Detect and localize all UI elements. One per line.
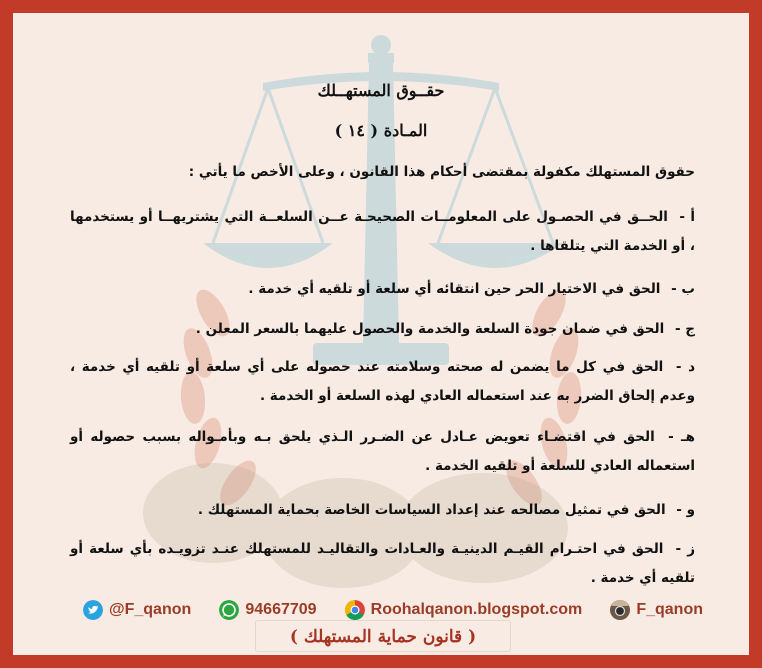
article-document: [13, 13, 749, 655]
item-text: الحق في كل ما يضمن له صحته وسلامته عند حصوله على أي سلعة أو تلقيه أي خدمة ، وعدم إلحاق الضرر به عند استعماله العادي لهذه السلعة أو الخدمة .: [70, 359, 695, 404]
list-item: [70, 535, 695, 593]
item-text: الحق في ضمان جودة السلعة والخدمة والحصول عليهما بالسعر المعلن .: [195, 321, 665, 337]
item-marker: ب -: [671, 281, 695, 297]
item-text: الحــق في الحصـول على المعلومــات الصحيحـة عــن السلعــة التي يشتريهــا أو يستخدمها ، أو الخدمة التي يتلقاها .: [70, 209, 695, 254]
whatsapp-icon: [219, 600, 239, 620]
instagram-icon: [610, 600, 630, 620]
twitter-icon: [83, 600, 103, 620]
twitter-handle: @F_qanon: [109, 601, 192, 618]
item-marker: أ -: [679, 209, 696, 225]
page-frame: [13, 13, 749, 655]
whatsapp-number: 94667709: [245, 601, 317, 618]
item-marker: و -: [676, 502, 695, 518]
intro-paragraph: حقوق المستهلك مكفولة بمقتضى أحكام هذا القانون ، وعلى الأخص ما يأتي :: [188, 164, 695, 180]
item-text: الحق في احتـرام القيـم الدينيـة والعـادات والتقاليـد للمستهلك عنـد تزويـده بأي سلعة أو تلقيه أي خدمة .: [70, 541, 695, 586]
item-marker: ز -: [675, 541, 695, 557]
item-text: الحق في الاختيار الحر حين انتقائه أي سلعة أو تلقيه أي خدمة .: [248, 281, 661, 297]
list-item: [70, 315, 695, 344]
blog-url: Roohalqanon.blogspot.com: [370, 601, 583, 618]
item-text: الحق في تمثيل مصالحه عند إعداد السياسات الخاصة بحماية المستهلك .: [197, 502, 666, 518]
chrome-icon: [345, 600, 365, 620]
document-title: حقــوق المستهــلك: [317, 81, 445, 100]
instagram-handle: F_qanon: [636, 601, 703, 618]
list-item: [70, 353, 695, 411]
law-banner: ( قانون حماية المستهلك ): [255, 620, 511, 652]
item-marker: هـ -: [668, 429, 695, 445]
blog-contact[interactable]: [345, 600, 583, 620]
list-item: [70, 275, 695, 304]
whatsapp-contact[interactable]: [219, 600, 316, 620]
list-item: [70, 203, 695, 261]
list-item: [70, 496, 695, 525]
twitter-contact[interactable]: [83, 600, 191, 620]
article-number: المـادة ( ١٤ ): [334, 121, 428, 140]
item-text: الحق في اقتضـاء تعويض عـادل عن الضـرر الـذي يلحق بـه وبأمـواله بسبب حصوله أو استعماله العادي للسلعة أو تلقيه الخدمة .: [70, 429, 695, 474]
item-marker: د -: [675, 359, 696, 375]
instagram-contact[interactable]: [610, 600, 703, 620]
list-item: [70, 423, 695, 481]
item-marker: ج -: [674, 321, 695, 337]
